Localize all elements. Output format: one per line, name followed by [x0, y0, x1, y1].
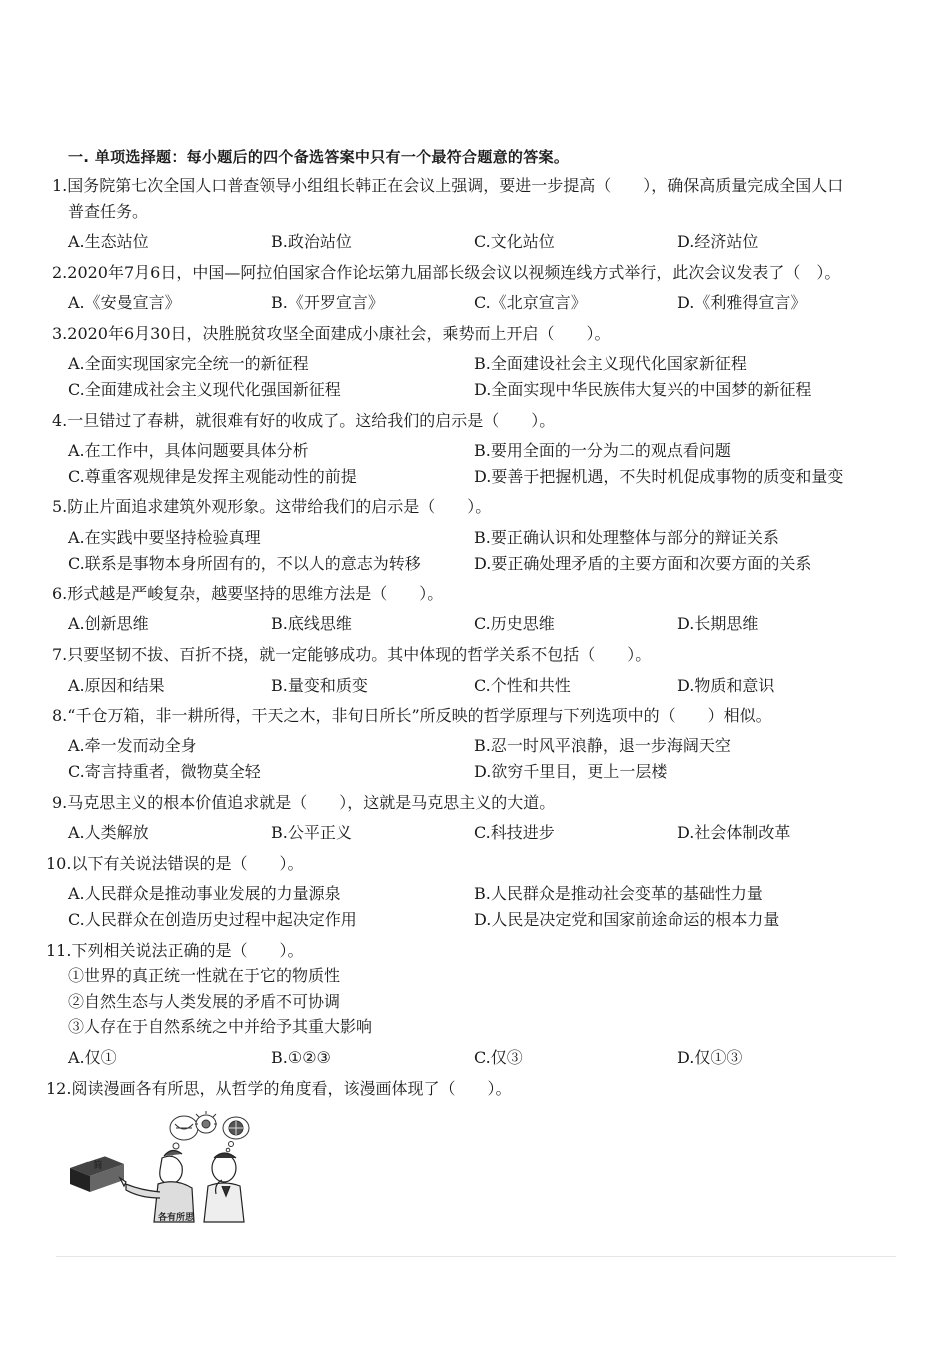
- q7-option-b[interactable]: B.量变和质变: [271, 676, 368, 695]
- question-5-stem: 5.防止片面追求建筑外观形象。这带给我们的启示是（ ）。: [52, 497, 492, 516]
- q11-statement-1: ①世界的真正统一性就在于它的物质性: [68, 966, 341, 985]
- q1-option-d[interactable]: D.经济站位: [677, 232, 759, 251]
- q8-option-d[interactable]: D.欲穷千里目，更上一层楼: [474, 762, 668, 781]
- q3-option-b[interactable]: B.全面建设社会主义现代化国家新征程: [474, 354, 747, 373]
- q11-option-d[interactable]: D.仅①③: [677, 1048, 743, 1067]
- q6-option-d[interactable]: D.长期思维: [677, 614, 759, 633]
- q7-option-d[interactable]: D.物质和意识: [677, 676, 775, 695]
- book-icon: [70, 1145, 124, 1192]
- q11-option-a[interactable]: A.仅①: [68, 1048, 117, 1067]
- q5-option-a[interactable]: A.在实践中要坚持检验真理: [68, 528, 261, 547]
- q1-option-a[interactable]: A.生态站位: [68, 232, 149, 251]
- q2-option-d[interactable]: D.《利雅得宣言》: [677, 293, 807, 312]
- q8-option-c[interactable]: C.寄言持重者，微物莫全轻: [68, 762, 261, 781]
- q2-option-a[interactable]: A.《安曼宣言》: [68, 293, 181, 312]
- question-10-stem: 10.以下有关说法错误的是（ ）。: [46, 854, 304, 873]
- question-6-stem: 6.形式越是严峻复杂，越要坚持的思维方法是（ ）。: [52, 584, 444, 603]
- q3-option-a[interactable]: A.全面实现国家完全统一的新征程: [68, 354, 309, 373]
- q1-option-c[interactable]: C.文化站位: [474, 232, 555, 251]
- q9-option-c[interactable]: C.科技进步: [474, 823, 555, 842]
- cartoon-image: [66, 1110, 266, 1228]
- q4-option-b[interactable]: B.要用全面的一分为二的观点看问题: [474, 441, 731, 460]
- q10-option-d[interactable]: D.人民是决定党和国家前途命运的根本力量: [474, 910, 780, 929]
- question-9-stem: 9.马克思主义的根本价值追求就是（ ），这就是马克思主义的大道。: [52, 793, 556, 812]
- q5-option-c[interactable]: C.联系是事物本身所固有的，不以人的意志为转移: [68, 554, 421, 573]
- question-3-stem: 3.2020年6月30日，决胜脱贫攻坚全面建成小康社会，乘势而上开启（ ）。: [52, 324, 611, 343]
- question-7-stem: 7.只要坚韧不拔、百折不挠，就一定能够成功。其中体现的哲学关系不包括（ ）。: [52, 645, 652, 664]
- q11-option-c[interactable]: C.仅③: [474, 1048, 523, 1067]
- q9-option-b[interactable]: B.公平正义: [271, 823, 352, 842]
- cartoon-caption: 各有所思: [157, 1213, 195, 1223]
- question-1-stem: 1.国务院第七次全国人口普查领导小组组长韩正在会议上强调，要进一步提高（ ），确保高质量完成全国人口: [52, 176, 844, 195]
- q10-option-b[interactable]: B.人民群众是推动社会变革的基础性力量: [474, 884, 763, 903]
- q3-option-d[interactable]: D.全面实现中华民族伟大复兴的中国梦的新征程: [474, 380, 812, 399]
- q6-option-c[interactable]: C.历史思维: [474, 614, 555, 633]
- q9-option-d[interactable]: D.社会体制改革: [677, 823, 791, 842]
- thought-bubble-left: [170, 1116, 198, 1155]
- question-12-stem: 12.阅读漫画各有所思，从哲学的角度看，该漫画体现了（ ）。: [46, 1079, 512, 1098]
- q4-option-c[interactable]: C.尊重客观规律是发挥主观能动性的前提: [68, 467, 357, 486]
- q7-option-a[interactable]: A.原因和结果: [68, 676, 165, 695]
- figure-right: [204, 1153, 244, 1222]
- section-title: 一. 单项选择题：每小题后的四个备选答案中只有一个最符合题意的答案。: [68, 148, 570, 166]
- q7-option-c[interactable]: C.个性和共性: [474, 676, 571, 695]
- question-11-stem: 11.下列相关说法正确的是（ ）。: [46, 941, 304, 960]
- book-label: 简: [93, 1161, 103, 1171]
- q10-option-c[interactable]: C.人民群众在创造历史过程中起决定作用: [68, 910, 357, 929]
- q4-option-d[interactable]: D.要善于把握机遇，不失时机促成事物的质变和量变: [474, 467, 844, 486]
- q10-option-a[interactable]: A.人民群众是推动事业发展的力量源泉: [68, 884, 341, 903]
- thought-bubble-right: [223, 1117, 249, 1152]
- q5-option-b[interactable]: B.要正确认识和处理整体与部分的辩证关系: [474, 528, 779, 547]
- q6-option-a[interactable]: A.创新思维: [68, 614, 149, 633]
- q1-option-b[interactable]: B.政治站位: [271, 232, 352, 251]
- q3-option-c[interactable]: C.全面建成社会主义现代化强国新征程: [68, 380, 341, 399]
- question-8-stem: 8.“千仓万箱，非一耕所得，干天之木，非旬日所长”所反映的哲学原理与下列选项中的（ ）相似。: [52, 706, 772, 725]
- q11-statement-2: ②自然生态与人类发展的矛盾不可协调: [68, 992, 341, 1011]
- q2-option-b[interactable]: B.《开罗宣言》: [271, 293, 384, 312]
- q8-option-b[interactable]: B.忍一时风平浪静，退一步海阔天空: [474, 736, 731, 755]
- figure-left: [120, 1150, 194, 1222]
- question-4-stem: 4.一旦错过了春耕，就很难有好的收成了。这给我们的启示是（ ）。: [52, 411, 556, 430]
- q11-option-b[interactable]: B.①②③: [271, 1048, 331, 1067]
- question-2-stem: 2.2020年7月6日，中国—阿拉伯国家合作论坛第九届部长级会议以视频连线方式举行，此次会议发表了（ ）。: [52, 263, 841, 282]
- q5-option-d[interactable]: D.要正确处理矛盾的主要方面和次要方面的关系: [474, 554, 812, 573]
- q2-option-c[interactable]: C.《北京宣言》: [474, 293, 587, 312]
- q6-option-b[interactable]: B.底线思维: [271, 614, 352, 633]
- q11-statement-3: ③人存在于自然系统之中并给予其重大影响: [68, 1017, 373, 1036]
- q9-option-a[interactable]: A.人类解放: [68, 823, 149, 842]
- page-divider: [56, 1256, 896, 1257]
- q8-option-a[interactable]: A.牵一发而动全身: [68, 736, 197, 755]
- q4-option-a[interactable]: A.在工作中，具体问题要具体分析: [68, 441, 309, 460]
- question-1-stem-cont: 普查任务。: [68, 202, 149, 221]
- thought-bubble-middle: [195, 1111, 217, 1133]
